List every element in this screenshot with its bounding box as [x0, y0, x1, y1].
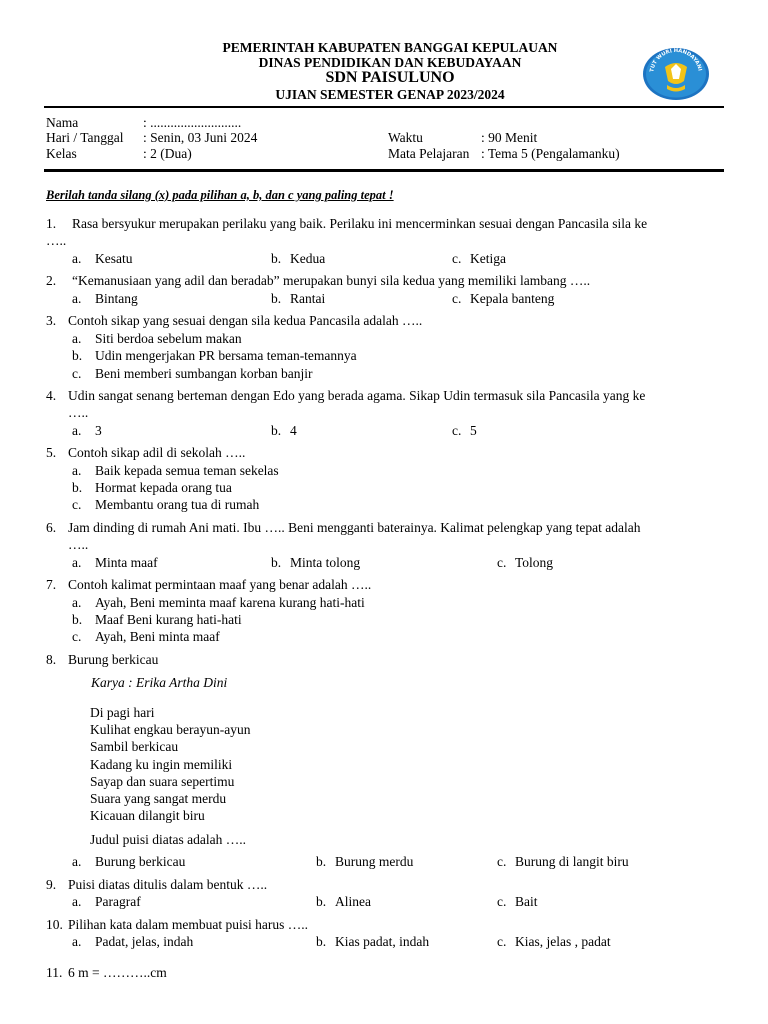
nama-value: : ........................... [143, 115, 242, 130]
q2-number: 2. [46, 273, 57, 288]
q1-letter-c: c. [452, 251, 462, 266]
q2-option-c[interactable]: Kepala banteng [470, 291, 555, 306]
q6-letter-a: a. [72, 555, 82, 570]
q1-text-cont: ….. [46, 233, 67, 248]
q10-number: 10. [46, 917, 63, 932]
q4-option-b[interactable]: 4 [290, 423, 297, 438]
q5-option-a[interactable]: Baik kepada semua teman sekelas [95, 463, 279, 478]
q3-option-c[interactable]: Beni memberi sumbangan korban banjir [95, 366, 313, 381]
q10-letter-c: c. [497, 934, 507, 949]
school-name: SDN PAISULUNO [325, 69, 455, 86]
q1-letter-b: b. [271, 251, 282, 266]
q10-letter-b: b. [316, 934, 327, 949]
q10-text: Pilihan kata dalam membuat puisi harus ….. [68, 917, 308, 932]
header-divider-bottom [44, 169, 724, 172]
q10-option-b[interactable]: Kias padat, indah [335, 934, 430, 949]
q1-text: Rasa bersyukur merupakan perilaku yang baik. Perilaku ini mencerminkan sesuai dengan Pancasila sila ke [72, 216, 648, 231]
q4-text-cont: ….. [68, 405, 89, 420]
q6-text-cont: ….. [68, 537, 89, 552]
q2-option-a[interactable]: Bintang [95, 291, 138, 306]
q3-option-b[interactable]: Udin mengerjakan PR bersama teman-temannya [95, 348, 357, 363]
q4-letter-b: b. [271, 423, 282, 438]
q7-letter-a: a. [72, 595, 82, 610]
q9-option-b[interactable]: Alinea [335, 894, 371, 909]
q5-letter-a: a. [72, 463, 82, 478]
q8-option-a[interactable]: Burung berkicau [95, 854, 186, 869]
q5-letter-b: b. [72, 480, 83, 495]
q6-number: 6. [46, 520, 57, 535]
q7-letter-b: b. [72, 612, 83, 627]
q8-option-b[interactable]: Burung merdu [335, 854, 414, 869]
q8-letter-b: b. [316, 854, 327, 869]
waktu-value: : 90 Menit [481, 130, 538, 145]
q4-letter-c: c. [452, 423, 462, 438]
nama-label: Nama [46, 115, 79, 130]
q10-option-a[interactable]: Padat, jelas, indah [95, 934, 194, 949]
poem-line: Sambil berkicau [90, 739, 179, 754]
q6-option-c[interactable]: Tolong [515, 555, 554, 570]
poem-line: Suara yang sangat merdu [90, 791, 227, 806]
q7-letter-c: c. [72, 629, 82, 644]
q9-number: 9. [46, 877, 57, 892]
q3-letter-b: b. [72, 348, 83, 363]
q9-letter-c: c. [497, 894, 507, 909]
q2-letter-c: c. [452, 291, 462, 306]
q7-text: Contoh kalimat permintaan maaf yang benar adalah ….. [68, 577, 372, 592]
q8-option-c[interactable]: Burung di langit biru [515, 854, 629, 869]
q2-letter-b: b. [271, 291, 282, 306]
q5-option-c[interactable]: Membantu orang tua di rumah [95, 497, 260, 512]
q10-option-c[interactable]: Kias, jelas , padat [515, 934, 611, 949]
q11-number: 11. [46, 965, 63, 980]
q3-letter-a: a. [72, 331, 82, 346]
svg-text:TUT WURI HANDAYANI: TUT WURI HANDAYANI [649, 47, 703, 73]
q4-number: 4. [46, 388, 57, 403]
q2-option-b[interactable]: Rantai [290, 291, 326, 306]
q3-text: Contoh sikap yang sesuai dengan sila kedua Pancasila adalah ….. [68, 313, 423, 328]
q8-number: 8. [46, 652, 57, 667]
mapel-value: : Tema 5 (Pengalamanku) [481, 146, 620, 161]
q1-number: 1. [46, 216, 57, 231]
q10-letter-a: a. [72, 934, 82, 949]
q4-text: Udin sangat senang berteman dengan Edo yang berada agama. Sikap Udin termasuk sila Pancasila yang ke [68, 388, 646, 403]
q6-option-b[interactable]: Minta tolong [290, 555, 361, 570]
q9-text: Puisi diatas ditulis dalam bentuk ….. [68, 877, 268, 892]
q9-letter-b: b. [316, 894, 327, 909]
poem-line: Kulihat engkau berayun-ayun [90, 722, 251, 737]
header-line-2: DINAS PENDIDIKAN DAN KEBUDAYAAN [258, 55, 522, 70]
q11-text: 6 m = ………..cm [68, 965, 167, 980]
q3-letter-c: c. [72, 366, 82, 381]
q1-option-a[interactable]: Kesatu [95, 251, 133, 266]
tut-wuri-handayani-logo [641, 45, 711, 101]
q8-text: Burung berkicau [68, 652, 159, 667]
q9-letter-a: a. [72, 894, 82, 909]
poem-line: Kicauan dilangit biru [90, 808, 205, 823]
q9-option-c[interactable]: Bait [515, 894, 538, 909]
q5-option-b[interactable]: Hormat kepada orang tua [95, 480, 232, 495]
hari-tanggal-value: : Senin, 03 Juni 2024 [143, 130, 258, 145]
kelas-value: : 2 (Dua) [143, 146, 192, 161]
q8-letter-a: a. [72, 854, 82, 869]
q4-letter-a: a. [72, 423, 82, 438]
q2-text: “Kemanusiaan yang adil dan beradab” merupakan bunyi sila kedua yang memiliki lambang ….. [72, 273, 591, 288]
q8-letter-c: c. [497, 854, 507, 869]
mapel-label: Mata Pelajaran [388, 146, 470, 161]
q5-text: Contoh sikap adil di sekolah ….. [68, 445, 246, 460]
q3-number: 3. [46, 313, 57, 328]
q1-letter-a: a. [72, 251, 82, 266]
q8-question: Judul puisi diatas adalah ….. [90, 832, 246, 847]
q6-letter-b: b. [271, 555, 282, 570]
kelas-label: Kelas [46, 146, 77, 161]
q1-option-b[interactable]: Kedua [290, 251, 326, 266]
poem-author: Karya : Erika Artha Dini [91, 675, 228, 690]
q7-option-c[interactable]: Ayah, Beni minta maaf [95, 629, 220, 644]
q5-letter-c: c. [72, 497, 82, 512]
q3-option-a[interactable]: Siti berdoa sebelum makan [95, 331, 242, 346]
q2-letter-a: a. [72, 291, 82, 306]
poem-line: Kadang ku ingin memiliki [90, 757, 233, 772]
waktu-label: Waktu [388, 130, 423, 145]
q4-option-c[interactable]: 5 [470, 423, 477, 438]
q5-number: 5. [46, 445, 57, 460]
q7-option-b[interactable]: Maaf Beni kurang hati-hati [95, 612, 242, 627]
poem-line: Sayap dan suara sepertimu [90, 774, 235, 789]
q7-number: 7. [46, 577, 57, 592]
q1-option-c[interactable]: Ketiga [470, 251, 506, 266]
header-divider-top [44, 106, 724, 108]
instruction: Berilah tanda silang (x) pada pilihan a, b, dan c yang paling tepat ! [46, 188, 394, 202]
hari-tanggal-label: Hari / Tanggal [46, 130, 124, 145]
q6-option-a[interactable]: Minta maaf [95, 555, 158, 570]
q6-letter-c: c. [497, 555, 507, 570]
exam-title: UJIAN SEMESTER GENAP 2023/2024 [275, 87, 505, 102]
header-line-1: PEMERINTAH KABUPATEN BANGGAI KEPULAUAN [222, 40, 558, 55]
poem-line: Di pagi hari [90, 705, 155, 720]
q4-option-a[interactable]: 3 [95, 423, 102, 438]
q6-text: Jam dinding di rumah Ani mati. Ibu ….. Beni mengganti baterainya. Kalimat pelengkap yang tepat adalah [68, 520, 641, 535]
q9-option-a[interactable]: Paragraf [95, 894, 141, 909]
q7-option-a[interactable]: Ayah, Beni meminta maaf karena kurang hati-hati [95, 595, 365, 610]
